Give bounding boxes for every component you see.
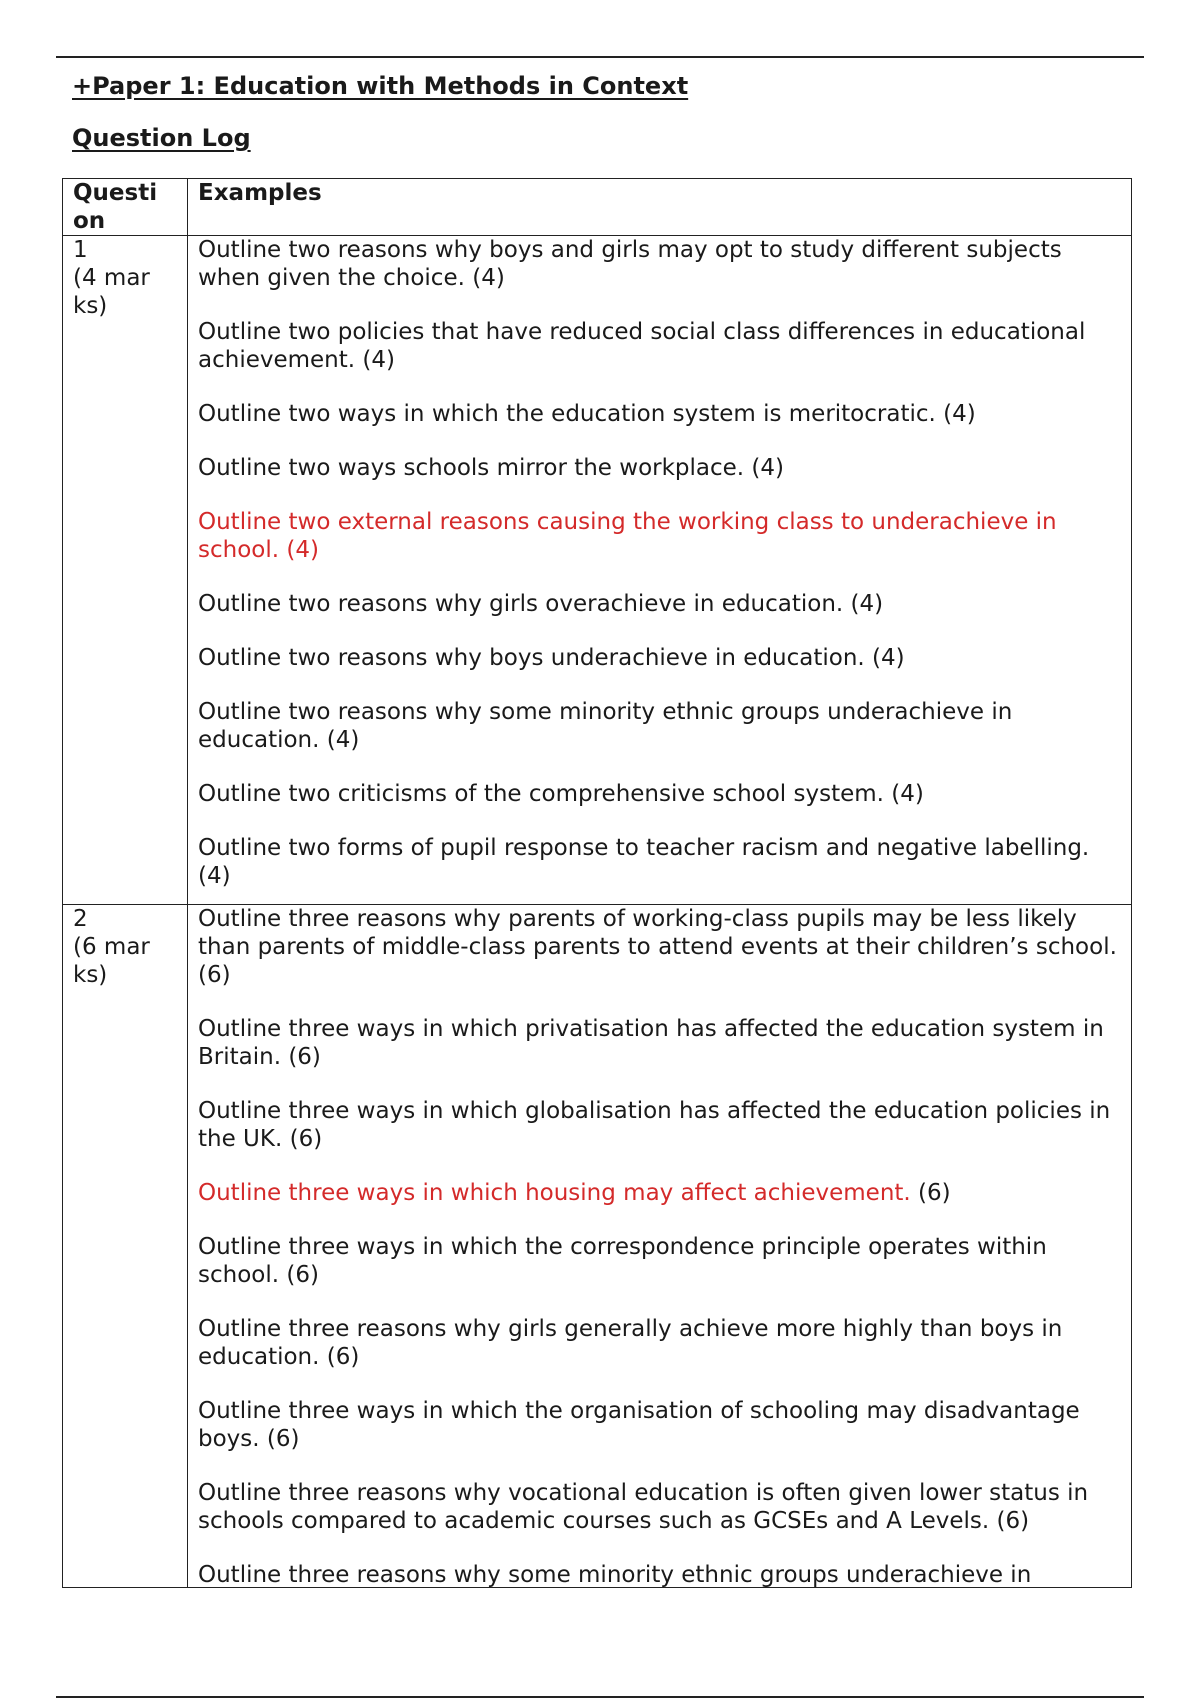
example-question: Outline two ways in which the education system is meritocratic. (4) [198, 401, 976, 427]
page-title: +Paper 1: Education with Methods in Context [72, 72, 689, 100]
example-question: Outline three reasons why girls generally achieve more highly than boys in education. (6) [198, 1316, 1063, 1370]
question-marks: (4 marks) [73, 265, 150, 319]
example-question-highlighted: Outline three ways in which housing may affect achievement. (6) [198, 1180, 951, 1206]
table-row [63, 905, 1132, 1588]
example-question-highlighted: Outline two external reasons causing the working class to underachieve in school. (4) [198, 509, 1057, 563]
examples-cell [188, 236, 1132, 905]
example-question: Outline two reasons why some minority ethnic groups underachieve in education. (4) [198, 699, 1013, 753]
section-heading: Question Log [72, 124, 251, 152]
question-number: 1 [73, 237, 88, 263]
example-question: Outline two criticisms of the comprehensive school system. (4) [198, 781, 924, 807]
header-examples: Examples [188, 179, 1132, 236]
example-question: Outline three ways in which the organisation of schooling may disadvantage boys. (6) [198, 1398, 1080, 1452]
example-question: Outline two ways schools mirror the workplace. (4) [198, 455, 785, 481]
question-log-table [62, 178, 1132, 1588]
example-question: Outline three reasons why some minority ethnic groups underachieve in [198, 1562, 1032, 1587]
example-question: Outline two forms of pupil response to teacher racism and negative labelling. (4) [198, 835, 1090, 889]
question-marks: (6 marks) [73, 934, 150, 988]
table-row [63, 236, 1132, 905]
header-question [63, 179, 188, 236]
example-question: Outline three reasons why parents of working-class pupils may be less likely than parents of middle-class parents to attend events at their children’s school. (6) [198, 906, 1117, 988]
question-number: 2 [73, 906, 88, 932]
example-question: Outline two reasons why girls overachieve in education. (4) [198, 591, 884, 617]
example-question: Outline two policies that have reduced social class differences in educational achievement. (4) [198, 319, 1086, 373]
question-cell [63, 905, 188, 1588]
example-question: Outline three ways in which the correspondence principle operates within school. (6) [198, 1234, 1047, 1288]
example-question: Outline two reasons why boys underachieve in education. (4) [198, 645, 905, 671]
examples-cell [188, 905, 1132, 1588]
example-question: Outline two reasons why boys and girls may opt to study different subjects when given the choice. (4) [198, 237, 1062, 291]
example-question: Outline three reasons why vocational education is often given lower status in schools compared to academic courses such as GCSEs and A Levels. (6) [198, 1480, 1089, 1534]
example-question: Outline three ways in which privatisation has affected the education system in Britain. (6) [198, 1016, 1104, 1070]
question-cell [63, 236, 188, 905]
example-question: Outline three ways in which globalisation has affected the education policies in the UK. (6) [198, 1098, 1111, 1152]
top-rule [56, 56, 1144, 58]
bottom-rule [56, 1696, 1144, 1698]
table-header-row [63, 179, 1132, 236]
header-question-label: Question [73, 180, 158, 234]
